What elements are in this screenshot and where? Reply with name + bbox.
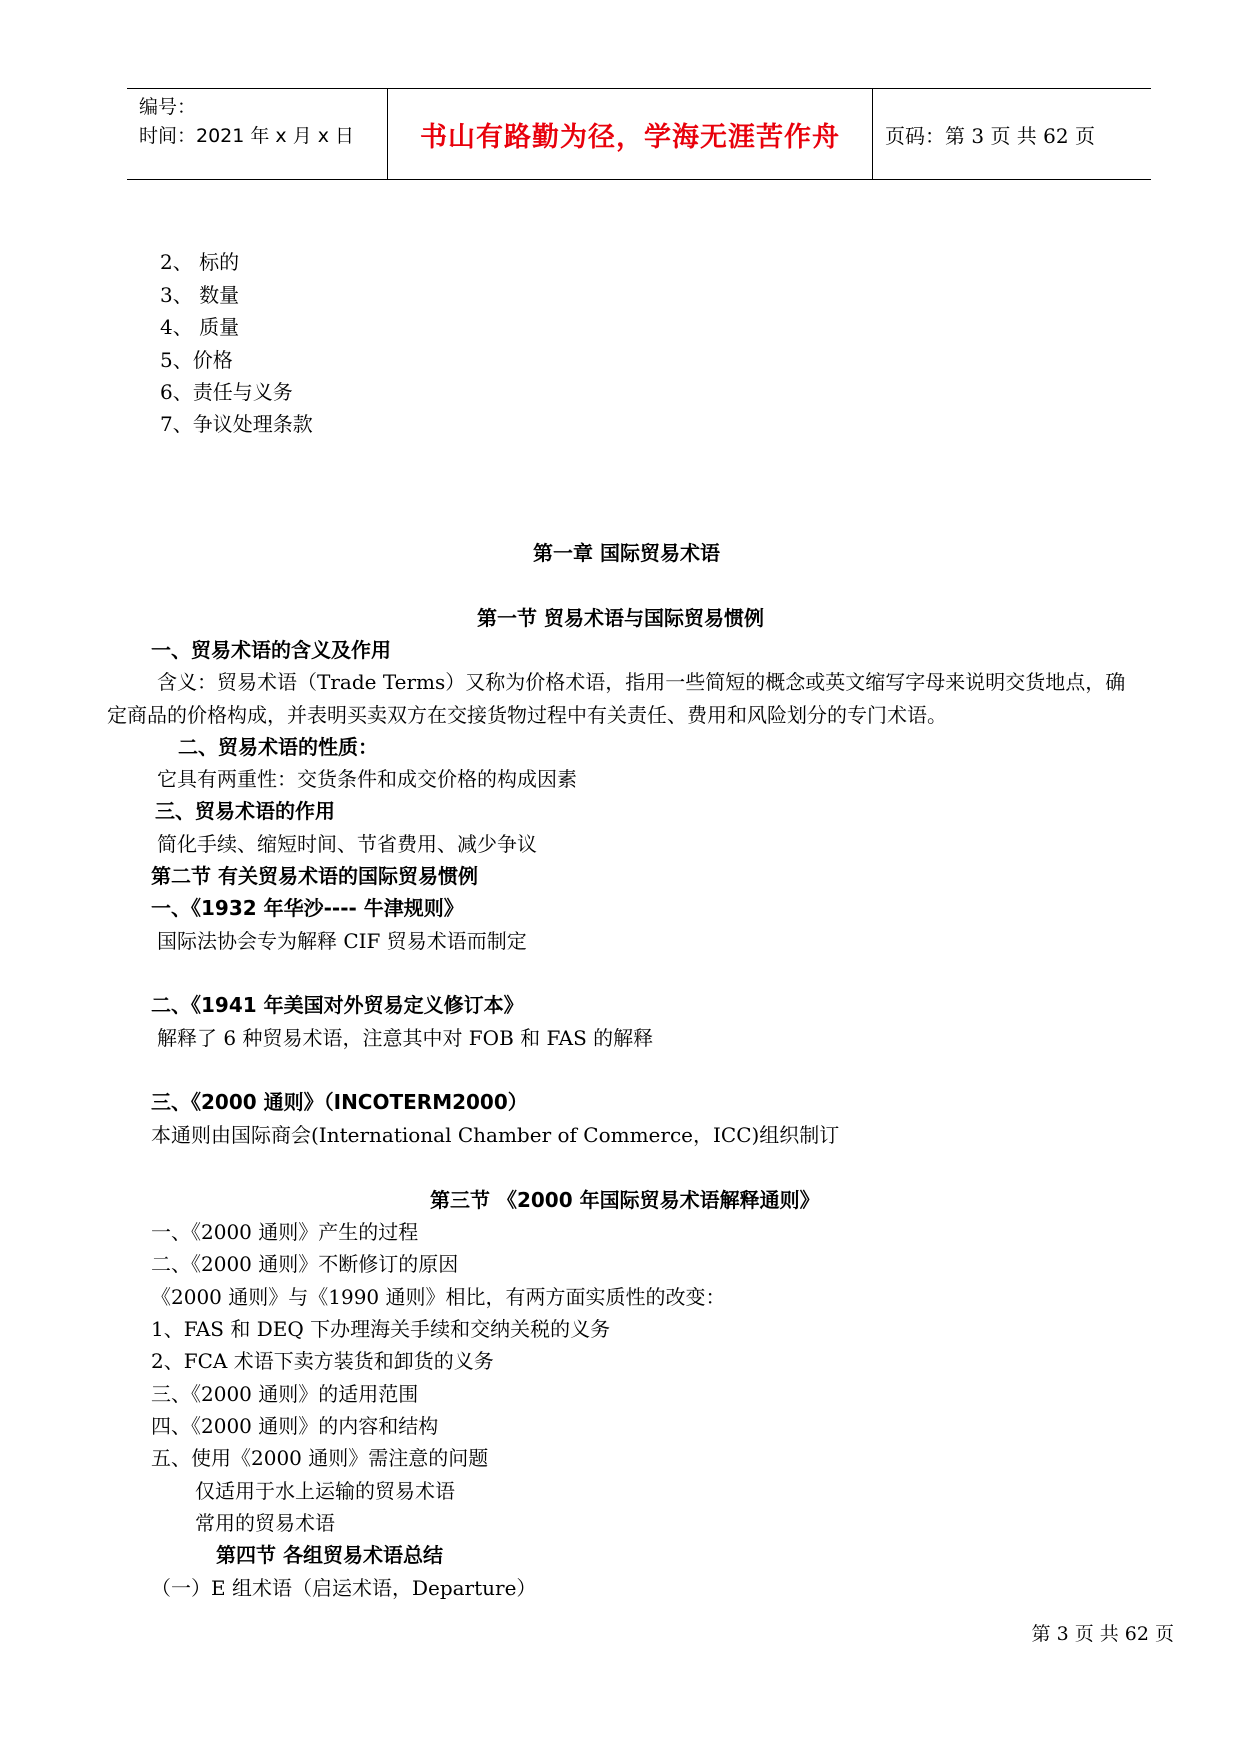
- list-item: 《2000 通则》与《1990 通则》相比，有两方面实质性的改变：: [151, 1285, 726, 1309]
- list-item: 6、责任与义务: [160, 380, 293, 404]
- paragraph: 解释了 6 种贸易术语，注意其中对 FOB 和 FAS 的解释: [157, 1026, 654, 1050]
- heading: 三、贸易术语的作用: [155, 799, 335, 823]
- heading: 一、《1932 年华沙---- 牛津规则》: [151, 896, 464, 920]
- header-table: [127, 88, 1151, 180]
- section-title: 第二节 有关贸易术语的国际贸易惯例: [151, 864, 478, 888]
- number-label: 编号：: [139, 96, 197, 118]
- section-title: 第一节 贸易术语与国际贸易惯例: [477, 606, 764, 630]
- list-item: 三、《2000 通则》的适用范围: [151, 1382, 419, 1406]
- list-item: 7、争议处理条款: [160, 412, 313, 436]
- motto: 书山有路勤为径，学海无涯苦作舟: [388, 89, 873, 179]
- header-left-cell: [127, 89, 388, 179]
- paragraph: 定商品的价格构成，并表明买卖双方在交接货物过程中有关责任、费用和风险划分的专门术语。: [107, 703, 947, 727]
- paragraph: 本通则由国际商会(International Chamber of Commerce，ICC)组织制订: [151, 1123, 840, 1147]
- heading: 二、《1941 年美国对外贸易定义修订本》: [151, 993, 524, 1017]
- list-item: 1、FAS 和 DEQ 下办理海关手续和交纳关税的义务: [151, 1317, 611, 1341]
- paragraph: 它具有两重性：交货条件和成交价格的构成因素: [157, 767, 577, 791]
- list-item: 2、FCA 术语下卖方装货和卸货的义务: [151, 1349, 494, 1373]
- paragraph: 含义：贸易术语（Trade Terms）又称为价格术语，指用一些简短的概念或英文缩写字母来说明交货地点，确: [157, 670, 1126, 694]
- list-item: 2、 标的: [160, 250, 240, 274]
- list-item: 仅适用于水上运输的贸易术语: [195, 1479, 455, 1503]
- section-title: 第四节 各组贸易术语总结: [216, 1543, 443, 1567]
- list-item: 4、 质量: [160, 315, 240, 339]
- section-title: 第三节 《2000 年国际贸易术语解释通则》: [430, 1188, 820, 1212]
- list-item: 5、价格: [160, 348, 233, 372]
- paragraph: 国际法协会专为解释 CIF 贸易术语而制定: [157, 929, 527, 953]
- list-item: 一、《2000 通则》产生的过程: [151, 1220, 419, 1244]
- date-label: 时间：2021 年 x 月 x 日: [139, 125, 355, 147]
- list-item: （一）E 组术语（启运术语，Departure）: [151, 1576, 537, 1600]
- list-item: 3、 数量: [160, 283, 240, 307]
- paragraph: 简化手续、缩短时间、节省费用、减少争议: [157, 832, 537, 856]
- page-code: 页码：第 3 页 共 62 页: [885, 123, 1095, 148]
- list-item: 二、《2000 通则》不断修订的原因: [151, 1252, 459, 1276]
- heading: 一、贸易术语的含义及作用: [151, 638, 391, 662]
- chapter-title: 第一章 国际贸易术语: [533, 541, 720, 565]
- list-item: 常用的贸易术语: [195, 1511, 335, 1535]
- heading: 二、贸易术语的性质：: [178, 735, 378, 759]
- list-item: 四、《2000 通则》的内容和结构: [151, 1414, 439, 1438]
- page-footer: 第 3 页 共 62 页: [1031, 1623, 1174, 1645]
- list-item: 五、使用《2000 通则》需注意的问题: [151, 1446, 489, 1470]
- heading: 三、《2000 通则》（INCOTERM2000）: [151, 1090, 528, 1114]
